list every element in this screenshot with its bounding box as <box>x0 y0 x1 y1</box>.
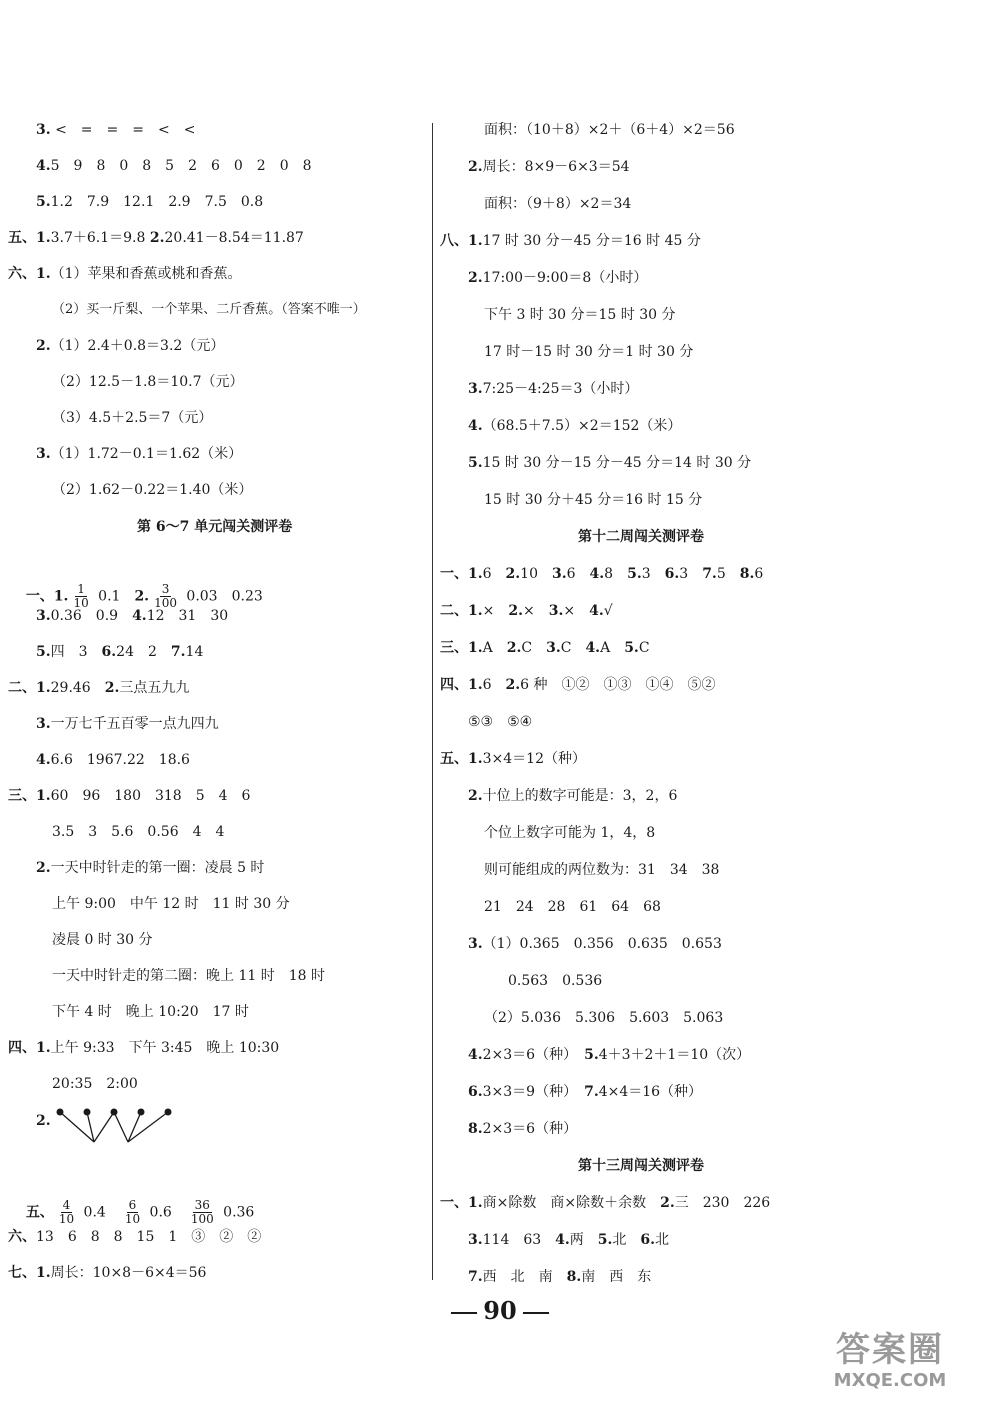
answer-line: 4.2×3＝6（种） 5.4＋3＋2＋1＝10（次） <box>468 1047 751 1063</box>
answer-line: 3.（1）0.365 0.356 0.635 0.653 <box>468 936 722 952</box>
fraction: $\frac{36}{100}$ <box>190 1198 214 1226</box>
section-title: 第 6～7 单元闯关测评卷 <box>137 519 293 535</box>
answer-line: ⑤③ ⑤④ <box>468 714 533 730</box>
answer-line: 八、1.17 时 30 分－45 分＝16 时 45 分 <box>440 233 701 249</box>
answer-line: 三、1.A 2.C 3.C 4.A 5.C <box>440 640 650 656</box>
answer-line: 2. <box>36 1113 51 1129</box>
fraction: $\frac{4}{10}$ <box>58 1198 75 1226</box>
answer-line: 一、1.6 2.10 3.6 4.8 5.3 6.3 7.5 8.6 <box>440 566 764 582</box>
answer-line: 7.西 北 南 8.南 西 东 <box>468 1269 652 1285</box>
answer-line: （3）4.5＋2.5＝7（元） <box>52 410 213 426</box>
answer-line: 21 24 28 61 64 68 <box>484 899 661 915</box>
section-title: 第十三周闯关测评卷 <box>578 1158 704 1174</box>
answer-line: 下午 4 时 晚上 10:20 17 时 <box>52 1004 249 1020</box>
answer-line: 2.一天中时针走的第一圈：凌晨 5 时 <box>36 860 265 876</box>
page-number: 90 <box>0 1296 1000 1325</box>
answer-line: 3.（1）1.72－0.1＝1.62（米） <box>36 446 243 462</box>
answer-line: 面积：（9＋8）×2＝34 <box>484 196 632 212</box>
answer-line: 4.6.6 1967.22 18.6 <box>36 752 190 768</box>
answer-line: 四、1.6 2.6 种 ①② ①③ ①④ ⑤② <box>440 677 716 693</box>
answer-line: 一、1. $\frac{1}{10}$ 0.1 2. $\frac{3}{100}$ 0.03 0.23 <box>25 582 263 610</box>
answer-line: 3.114 63 4.两 5.北 6.北 <box>468 1232 670 1248</box>
answer-line: 2.（1）2.4＋0.8＝3.2（元） <box>36 338 225 354</box>
answer-line: 3.一万七千五百零一点九四九 <box>36 716 219 732</box>
answer-line: 3.7:25－4:25＝3（小时） <box>468 381 639 397</box>
answer-line: 3.0.36 0.9 4.12 31 30 <box>36 608 229 624</box>
answer-line: 17 时－15 时 30 分＝1 时 30 分 <box>484 344 694 360</box>
answer-line: 0.563 0.536 <box>508 973 603 989</box>
matching-lines-diagram <box>50 1104 180 1150</box>
answer-line: 5.15 时 30 分－15 分－45 分＝14 时 30 分 <box>468 455 752 471</box>
answer-line: 5.四 3 6.24 2 7.14 <box>36 644 204 660</box>
column-divider <box>432 123 433 1280</box>
answer-line: 3. < = = = < < <box>36 122 196 138</box>
answer-line: 2.十位上的数字可能是：3，2，6 <box>468 788 678 804</box>
answer-line: 20:35 2:00 <box>52 1076 138 1092</box>
answer-line: 3.5 3 5.6 0.56 4 4 <box>52 824 225 840</box>
answer-line: 二、1.29.46 2.三点五九九 <box>8 680 190 696</box>
answer-line: 上午 9:00 中午 12 时 11 时 30 分 <box>52 896 290 912</box>
answer-line: 二、1.× 2.× 3.× 4.√ <box>440 603 613 619</box>
fraction: $\frac{1}{10}$ <box>73 582 89 610</box>
answer-line: （2）1.62－0.22＝1.40（米） <box>52 482 253 498</box>
answer-line: 一、1.商×除数 商×除数＋余数 2.三 230 226 <box>440 1195 771 1211</box>
answer-line: 下午 3 时 30 分＝15 时 30 分 <box>484 307 676 323</box>
answer-line: 个位上数字可能为 1，4，8 <box>484 825 656 841</box>
answer-line: 七、1.周长：10×8－6×4＝56 <box>8 1265 207 1281</box>
answer-line: 15 时 30 分＋45 分＝16 时 15 分 <box>484 492 703 508</box>
answer-line: （2）5.036 5.306 5.603 5.063 <box>484 1010 724 1026</box>
answer-line: 五、1.3.7＋6.1＝9.8 2.20.41－8.54＝11.87 <box>8 230 304 246</box>
watermark-logo: 答案圈 MXQE.COM <box>833 1330 947 1391</box>
answer-line: 2.周长：8×9－6×3＝54 <box>468 159 630 175</box>
answer-line: （2）买一斤梨、一个苹果、二斤香蕉。（答案不唯一） <box>52 302 366 317</box>
answer-line: 四、1.上午 9:33 下午 3:45 晚上 10:30 <box>8 1040 280 1056</box>
fraction: $\frac{6}{10}$ <box>124 1198 141 1226</box>
answer-line: 则可能组成的两位数为：31 34 38 <box>484 862 720 878</box>
answer-line: 六、13 6 8 8 15 1 ③ ② ② <box>8 1229 262 1245</box>
answer-line: （2）12.5－1.8＝10.7（元） <box>52 374 244 390</box>
answer-line: 凌晨 0 时 30 分 <box>52 932 153 948</box>
section-title: 第十二周闯关测评卷 <box>578 529 704 545</box>
fraction: $\frac{3}{100}$ <box>154 582 177 610</box>
answer-line: 五、 $\frac{4}{10}$ 0.4 $\frac{6}{10}$ 0.6 $\frac{36}{100}$ 0.36 <box>25 1198 255 1226</box>
answer-line: 4.5 9 8 0 8 5 2 6 0 2 0 8 <box>36 158 312 174</box>
answer-line: 面积：（10＋8）×2＋（6＋4）×2＝56 <box>484 122 735 138</box>
answer-line: 五、1.3×4＝12（种） <box>440 751 586 767</box>
answer-line: 一天中时针走的第二圈：晚上 11 时 18 时 <box>52 968 325 984</box>
answer-line: 三、1.60 96 180 318 5 4 6 <box>8 788 251 804</box>
answer-line: 2.17:00－9:00＝8（小时） <box>468 270 648 286</box>
answer-line: 六、1.（1）苹果和香蕉或桃和香蕉。 <box>8 266 242 282</box>
answer-line: 6.3×3＝9（种） 7.4×4＝16（种） <box>468 1084 703 1100</box>
answer-line: 4.（68.5＋7.5）×2＝152（米） <box>468 418 682 434</box>
answer-line: 5.1.2 7.9 12.1 2.9 7.5 0.8 <box>36 194 264 210</box>
answer-line: 8.2×3＝6（种） <box>468 1121 578 1137</box>
